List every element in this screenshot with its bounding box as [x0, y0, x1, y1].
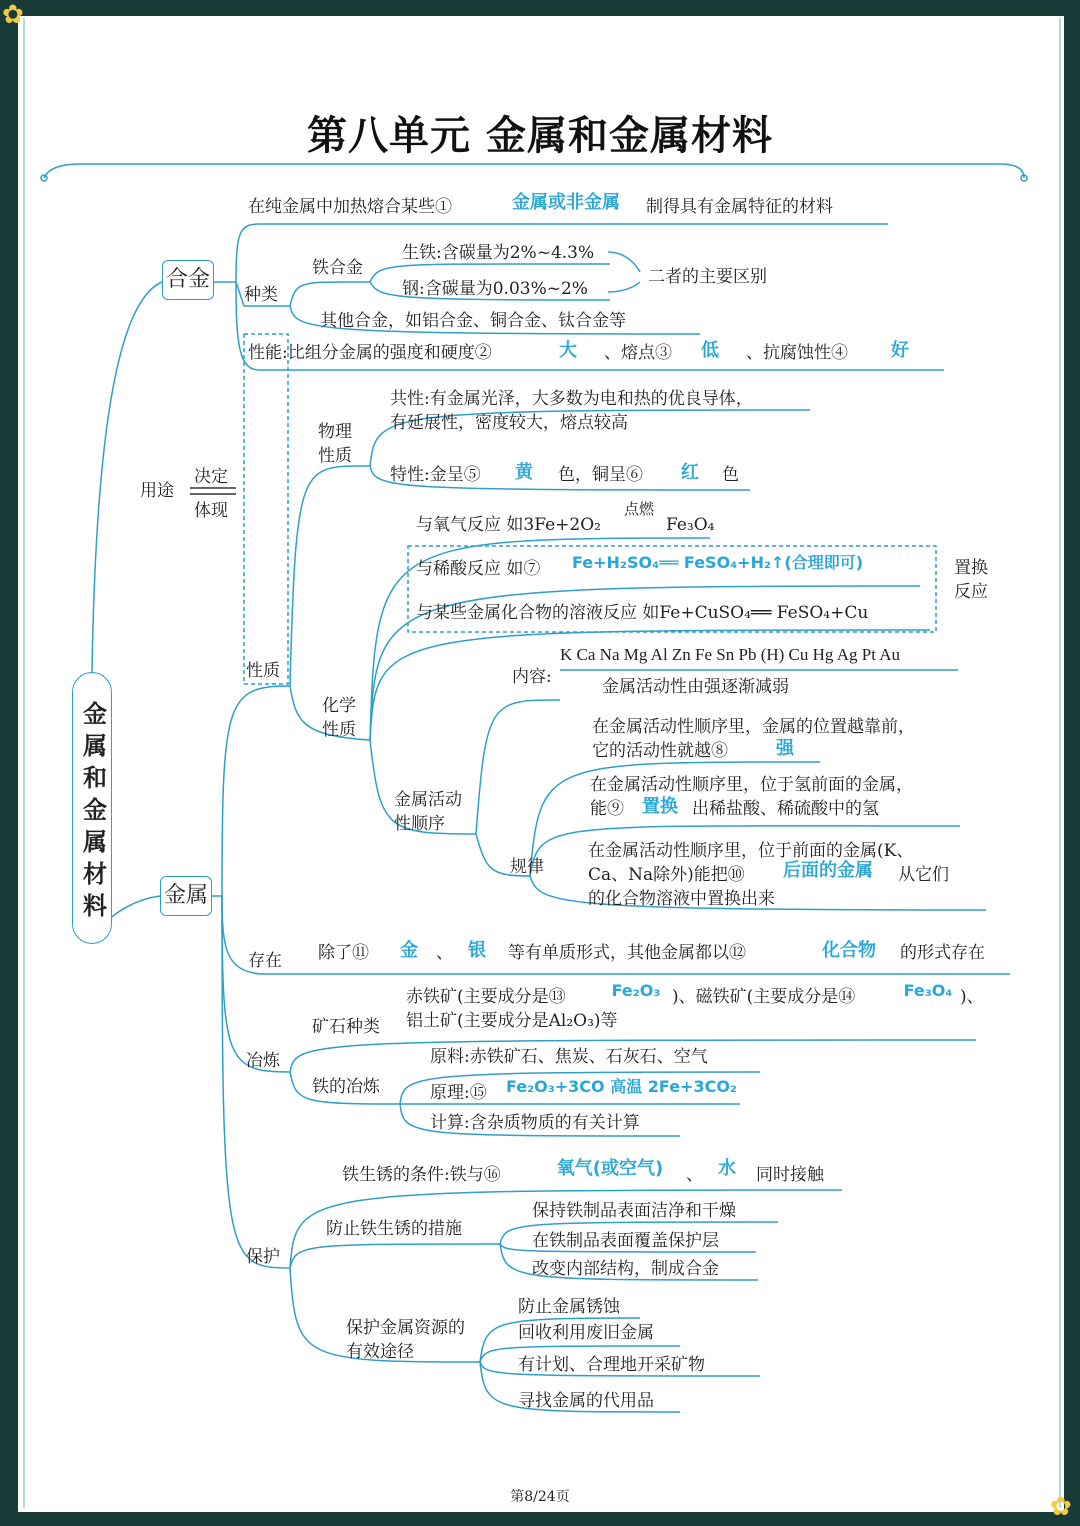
- exist-sep: 、: [436, 943, 453, 963]
- star-decoration-icon: ✿: [2, 0, 24, 30]
- answer-7: Fe+H₂SO₄══ FeSO₄+H₂↑(合理即可): [572, 553, 864, 572]
- ore-3: )、: [960, 987, 984, 1007]
- alloy-def-post: 制得具有金属特征的材料: [646, 197, 833, 217]
- answer-13: Fe₂O₃: [611, 981, 661, 1000]
- star-decoration-icon: ✿: [1050, 1492, 1072, 1522]
- physical-special-post: 色: [722, 465, 739, 485]
- principle-label: 原理:⑮: [430, 1083, 487, 1103]
- rust-post: 同时接触: [756, 1165, 824, 1185]
- kinds-label: 种类: [244, 285, 278, 305]
- replacement-label: 置换反应: [954, 558, 988, 602]
- activity-label: 金属活动性顺序: [394, 790, 462, 834]
- rust-pre: 铁生锈的条件:铁与⑯: [342, 1165, 501, 1185]
- activity-content-label: 内容:: [512, 667, 552, 687]
- physical-special-mid: 色，铜呈⑥: [558, 465, 643, 485]
- calc-text: 计算:含杂质物质的有关计算: [430, 1113, 640, 1133]
- oxygen-product: Fe₃O₄: [666, 515, 715, 535]
- rule-1b: 它的活动性就越⑧: [592, 741, 728, 761]
- performance-mid2: 、抗腐蚀性④: [746, 343, 848, 363]
- physical-common-1: 共性:有金属光泽，大多数为电和热的优良导体，: [390, 389, 753, 409]
- center-node: [72, 672, 112, 944]
- salt-reaction: 与某些金属化合物的溶液反应 如Fe+CuSO₄══ FeSO₄+Cu: [416, 603, 869, 623]
- answer-12: 化合物: [822, 940, 876, 961]
- prevent-label: 防止铁生锈的措施: [326, 1219, 462, 1239]
- activity-weakening: 金属活动性由强逐渐减弱: [602, 677, 789, 697]
- resource-label: 保护金属资源的有效途径: [346, 1318, 465, 1362]
- steel-text: 钢:含碳量为0.03%~2%: [402, 279, 588, 299]
- exist-label: 存在: [248, 951, 282, 971]
- answer-5: 黄: [515, 462, 533, 483]
- metal-node: 金属: [160, 876, 212, 916]
- iron-alloy-label: 铁合金: [312, 258, 363, 278]
- answer-15: Fe₂O₃+3CO 高温 2Fe+3CO₂: [506, 1077, 737, 1096]
- performance-mid1: 、熔点③: [604, 343, 672, 363]
- rule-2b: 能⑨: [590, 799, 624, 819]
- center-label: 金属和金属材料: [78, 701, 107, 925]
- answer-8: 强: [776, 738, 794, 759]
- resource-3: 有计划、合理地开采矿物: [518, 1355, 705, 1375]
- resource-2: 回收利用废旧金属: [518, 1323, 654, 1343]
- exist-post: 的形式存在: [900, 943, 985, 963]
- answer-11a: 金: [400, 940, 418, 961]
- pig-iron-text: 生铁:含碳量为2%~4.3%: [402, 243, 595, 263]
- answer-2: 大: [559, 340, 577, 361]
- rule-1a: 在金属活动性顺序里，金属的位置越靠前，: [592, 717, 915, 737]
- rule-3d: 的化合物溶液中置换出来: [588, 889, 775, 909]
- difference-text: 二者的主要区别: [648, 267, 767, 287]
- chemical-label: 化学性质: [322, 696, 356, 740]
- ore-label: 矿石种类: [312, 1017, 380, 1037]
- use-label: 用途: [140, 481, 174, 501]
- answer-14: Fe₃O₄: [903, 981, 953, 1000]
- reflect-label: 体现: [194, 501, 228, 521]
- answer-9: 置换: [642, 796, 678, 817]
- answer-4: 好: [891, 340, 909, 361]
- exist-mid: 等有单质形式，其他金属都以⑫: [508, 943, 746, 963]
- answer-11b: 银: [468, 940, 486, 961]
- prevent-1: 保持铁制品表面洁净和干燥: [532, 1201, 736, 1221]
- answer-3: 低: [701, 340, 719, 361]
- page-title: 第八单元 金属和金属材料: [307, 113, 773, 159]
- iron-smelt-label: 铁的冶炼: [312, 1077, 380, 1097]
- rust-sep: 、: [686, 1165, 703, 1185]
- acid-reaction: 与稀酸反应 如⑦: [416, 559, 541, 579]
- answer-16a: 氧气(或空气): [556, 1158, 664, 1179]
- oxygen-reaction: 与氧气反应 如3Fe+2O₂: [416, 515, 601, 535]
- ignite-condition: 点燃: [624, 500, 655, 518]
- physical-common-2: 有延展性，密度较大，熔点较高: [390, 413, 628, 433]
- rule-2c: 出稀盐酸、稀硫酸中的氢: [692, 799, 879, 819]
- answer-16b: 水: [718, 1158, 736, 1179]
- ore-4: 铝土矿(主要成分是Al₂O₃)等: [406, 1011, 618, 1031]
- exist-pre: 除了⑪: [318, 943, 369, 963]
- answer-6: 红: [681, 462, 699, 483]
- physical-special-pre: 特性:金呈⑤: [390, 465, 481, 485]
- answer-1: 金属或非金属: [512, 192, 620, 213]
- activity-series: K Ca Na Mg Al Zn Fe Sn Pb (H) Cu Hg Ag Pt Au: [560, 645, 901, 664]
- alloy-node: 合金: [162, 260, 214, 300]
- resource-4: 寻找金属的代用品: [518, 1391, 654, 1411]
- rule-3a: 在金属活动性顺序里，位于前面的金属(K、: [588, 841, 914, 861]
- ore-2: )、磁铁矿(主要成分是⑭: [672, 987, 856, 1007]
- prevent-3: 改变内部结构，制成合金: [532, 1259, 719, 1279]
- protect-label: 保护: [246, 1247, 280, 1267]
- smelt-label: 冶炼: [246, 1051, 280, 1071]
- other-alloys-text: 其他合金，如铝合金、铜合金、钛合金等: [320, 311, 626, 331]
- decide-label: 决定: [194, 467, 228, 487]
- rule-3c: 从它们: [898, 865, 949, 885]
- resource-1: 防止金属锈蚀: [518, 1297, 620, 1317]
- raw-materials: 原料:赤铁矿石、焦炭、石灰石、空气: [430, 1047, 708, 1067]
- rule-label: 规律: [510, 857, 544, 877]
- ore-1: 赤铁矿(主要成分是⑬: [406, 987, 566, 1007]
- rule-3b: Ca、Na除外)能把⑩: [588, 865, 745, 885]
- alloy-def-pre: 在纯金属中加热熔合某些①: [248, 197, 452, 217]
- property-label: 性质: [246, 661, 280, 681]
- page-number: 第8/24页: [510, 1489, 570, 1505]
- rule-2a: 在金属活动性顺序里，位于氢前面的金属，: [590, 775, 913, 795]
- physical-label: 物理性质: [318, 422, 352, 466]
- performance-pre: 性能:比组分金属的强度和硬度②: [248, 343, 492, 363]
- answer-10: 后面的金属: [783, 860, 873, 881]
- prevent-2: 在铁制品表面覆盖保护层: [532, 1231, 719, 1251]
